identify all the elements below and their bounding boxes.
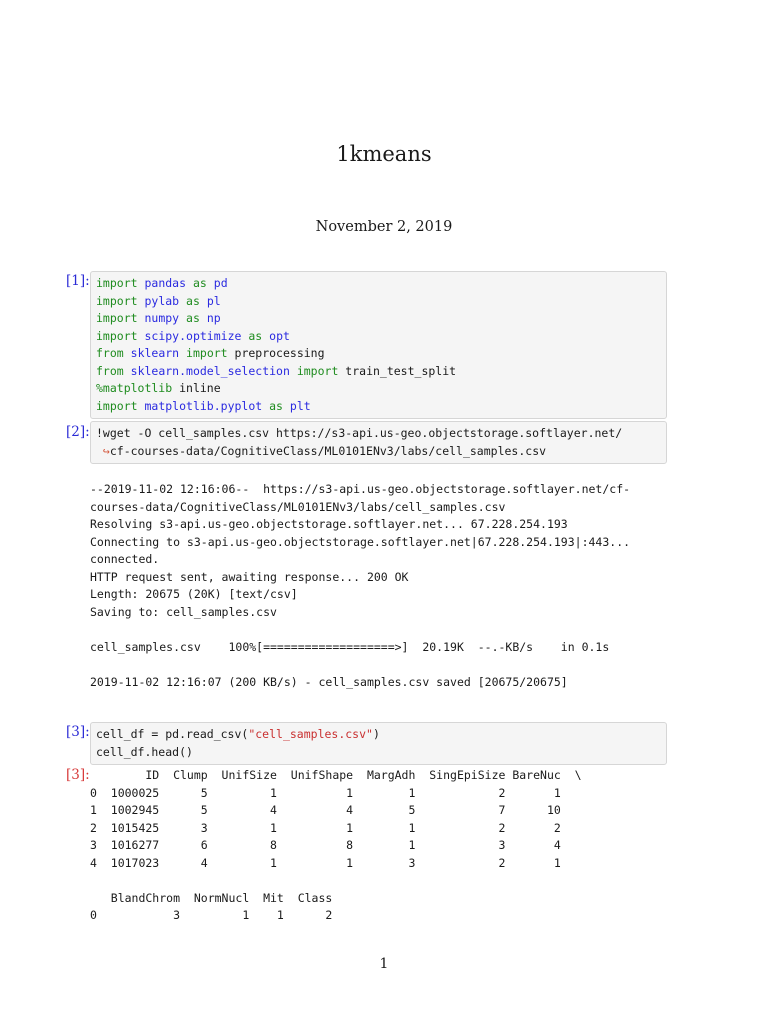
cell-3-output-prompt: [3]: [66, 767, 90, 783]
code-token: import [296, 363, 339, 378]
code-token: as [248, 328, 263, 343]
code-token: import [96, 293, 138, 308]
code-token: as [186, 311, 200, 325]
code-token: train_test_split [338, 363, 457, 378]
code-line [96, 328, 661, 346]
output-line: 0 3 1 1 2 [90, 908, 333, 922]
code-token [200, 311, 207, 325]
output-line: connected. [90, 552, 160, 566]
code-token: sklearn.model_selection [130, 363, 290, 378]
output-line: 2019-11-02 12:16:07 (200 KB/s) - cell_samples.csv saved [20675/20675] [90, 674, 568, 689]
code-token: opt [269, 328, 290, 343]
code-token: as [186, 293, 200, 308]
output-line: 2 1015425 3 1 1 1 2 2 [90, 820, 561, 835]
output-line: 0 1000025 5 1 1 1 2 1 [90, 785, 561, 800]
code-token [186, 276, 193, 290]
code-token: pl [206, 293, 221, 308]
document-title: 1kmeans [336, 142, 432, 166]
code-line [96, 363, 661, 381]
code-line [96, 293, 661, 311]
output-line: cell_samples.csv 100%[===================>] 20.19K --.-KB/s in 0.1s [90, 639, 610, 654]
code-token: pandas [144, 276, 187, 290]
output-line: Connecting to s3-api.us-geo.objectstorage.softlayer.net|67.228.254.193|:443... [90, 534, 631, 549]
code-token: "cell_samples.csv" [248, 727, 373, 741]
cell-1-prompt: [1]: [66, 273, 90, 289]
output-line: Length: 20675 (20K) [text/csv] [90, 587, 298, 601]
code-cell-2[interactable] [90, 421, 667, 464]
code-line [96, 425, 661, 443]
code-token: ↪ [96, 443, 110, 458]
code-token [283, 399, 290, 413]
code-token: import [186, 346, 228, 360]
code-token: plt [289, 398, 311, 413]
output-line: Saving to: cell_samples.csv [90, 604, 277, 619]
code-token: sklearn [130, 346, 180, 360]
code-line [96, 744, 661, 762]
code-line [96, 275, 661, 293]
code-token: matplotlib.pyplot [144, 398, 263, 413]
page-number: 1 [379, 956, 389, 972]
code-line [96, 443, 661, 461]
code-token: import [96, 398, 138, 413]
output-line: HTTP request sent, awaiting response... 200 OK [90, 569, 409, 584]
code-line [96, 310, 661, 328]
code-token [207, 276, 214, 290]
code-token [124, 364, 131, 378]
code-token: cell_df.head() [96, 744, 193, 759]
code-token: ) [372, 727, 380, 741]
code-token [179, 294, 186, 308]
code-cell-1[interactable] [90, 271, 667, 419]
output-line [90, 656, 690, 674]
code-token: as [192, 276, 207, 290]
cell-2-output [90, 481, 690, 691]
code-token: !wget -O cell_samples.csv https://s3-api.us-geo.objectstorage.softlayer.net/ [96, 426, 623, 440]
code-token: from [96, 346, 124, 360]
output-line: Resolving s3-api.us-geo.objectstorage.softlayer.net... 67.228.254.193 [90, 517, 568, 531]
output-line: ID Clump UnifSize UnifShape MargAdh SingEpiSize BareNuc \ [90, 768, 582, 782]
code-token: from [96, 363, 124, 378]
code-token: as [269, 398, 283, 413]
output-line [90, 872, 690, 890]
code-token: import [96, 311, 138, 325]
code-line [96, 726, 661, 744]
code-token: import [96, 276, 138, 290]
output-line [90, 621, 690, 639]
code-token: import [96, 328, 138, 343]
output-line: 3 1016277 6 8 8 1 3 4 [90, 838, 561, 852]
code-token: cf-courses-data/CognitiveClass/ML0101ENv3/labs/cell_samples.csv [109, 443, 547, 458]
code-line [96, 398, 661, 416]
code-token [200, 294, 207, 308]
code-token: np [206, 311, 221, 325]
code-token: numpy [144, 311, 180, 325]
code-token: pd [213, 276, 228, 290]
output-line: BlandChrom NormNucl Mit Class [90, 890, 333, 905]
cell-2-prompt: [2]: [66, 424, 90, 440]
code-token [290, 364, 297, 378]
code-token: inline [172, 381, 221, 395]
code-token [124, 346, 131, 360]
code-cell-3[interactable] [90, 722, 667, 765]
output-line: --2019-11-02 12:16:06-- https://s3-api.us-geo.objectstorage.softlayer.net/cf- [90, 482, 631, 496]
output-line: courses-data/CognitiveClass/ML0101ENv3/labs/cell_samples.csv [90, 499, 506, 514]
cell-3-output-table [90, 767, 690, 925]
code-token: cell_df = pd.read_csv( [96, 727, 249, 741]
code-token [179, 346, 186, 360]
code-token: %matplotlib [96, 381, 173, 395]
code-token: pylab [144, 293, 180, 308]
code-token: scipy.optimize [144, 328, 242, 343]
code-line [96, 345, 661, 363]
code-line [96, 380, 661, 398]
document-date: November 2, 2019 [315, 219, 453, 235]
output-line: 4 1017023 4 1 1 3 2 1 [90, 855, 561, 870]
code-token: preprocessing [227, 346, 325, 360]
cell-3-prompt: [3]: [66, 724, 90, 740]
code-token [179, 311, 186, 325]
output-line: 1 1002945 5 4 4 5 7 10 [90, 803, 561, 817]
